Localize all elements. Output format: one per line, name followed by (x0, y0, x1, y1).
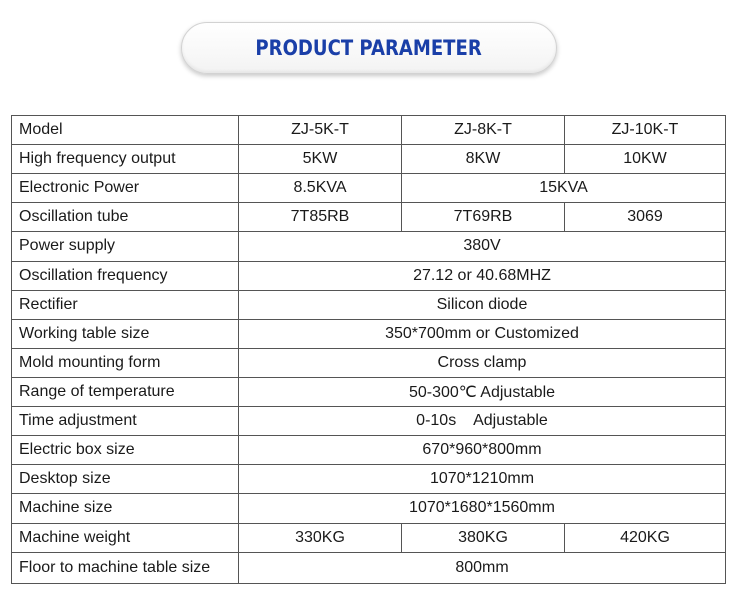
cell-value: Silicon diode (239, 290, 726, 319)
cell-value: 15KVA (402, 174, 726, 203)
table-row (12, 145, 726, 174)
cell-value: 10KW (565, 145, 726, 174)
title-banner (181, 22, 557, 74)
cell-value: 3069 (565, 203, 726, 232)
cell-value: 420KG (565, 523, 726, 552)
row-label: Time adjustment (12, 407, 239, 436)
row-label: Rectifier (12, 290, 239, 319)
table-row (12, 232, 726, 261)
row-label: Machine size (12, 494, 239, 523)
cell-value: 1070*1680*1560mm (239, 494, 726, 523)
table-row (12, 407, 726, 436)
row-label: Working table size (12, 319, 239, 348)
cell-value: 0-10s Adjustable (239, 407, 726, 436)
model-header: ZJ-8K-T (402, 116, 565, 145)
cell-value: 1070*1210mm (239, 465, 726, 494)
cell-value: 350*700mm or Customized (239, 319, 726, 348)
table-row (12, 174, 726, 203)
model-header: ZJ-5K-T (239, 116, 402, 145)
cell-value: 8KW (402, 145, 565, 174)
cell-value: 330KG (239, 523, 402, 552)
table-row (12, 436, 726, 465)
row-label: Oscillation frequency (12, 261, 239, 290)
row-label: Machine weight (12, 523, 239, 552)
table-row (12, 261, 726, 290)
row-label: Electric box size (12, 436, 239, 465)
cell-value: Cross clamp (239, 348, 726, 377)
table-row (12, 348, 726, 377)
table-row (12, 377, 726, 406)
cell-value: 8.5KVA (239, 174, 402, 203)
cell-value: 380V (239, 232, 726, 261)
row-label: Oscillation tube (12, 203, 239, 232)
cell-value: 380KG (402, 523, 565, 552)
row-label: Range of temperature (12, 377, 239, 406)
model-header: ZJ-10K-T (565, 116, 726, 145)
row-label: Floor to machine table size (12, 552, 239, 583)
table-row (12, 290, 726, 319)
cell-value: 7T85RB (239, 203, 402, 232)
row-label: High frequency output (12, 145, 239, 174)
table-row (12, 552, 726, 583)
cell-value: 800mm (239, 552, 726, 583)
row-label: Electronic Power (12, 174, 239, 203)
row-label: Mold mounting form (12, 348, 239, 377)
table-row (12, 319, 726, 348)
table-row (12, 465, 726, 494)
cell-value: 27.12 or 40.68MHZ (239, 261, 726, 290)
spec-table (11, 115, 726, 584)
cell-value: 670*960*800mm (239, 436, 726, 465)
cell-value: 7T69RB (402, 203, 565, 232)
page-title: PRODUCT PARAMETER (255, 36, 483, 60)
row-label: Model (12, 116, 239, 145)
table-row (12, 203, 726, 232)
table-row (12, 523, 726, 552)
table-row (12, 494, 726, 523)
cell-value: 5KW (239, 145, 402, 174)
table-row (12, 116, 726, 145)
row-label: Desktop size (12, 465, 239, 494)
cell-value: 50-300℃ Adjustable (239, 377, 726, 406)
row-label: Power supply (12, 232, 239, 261)
